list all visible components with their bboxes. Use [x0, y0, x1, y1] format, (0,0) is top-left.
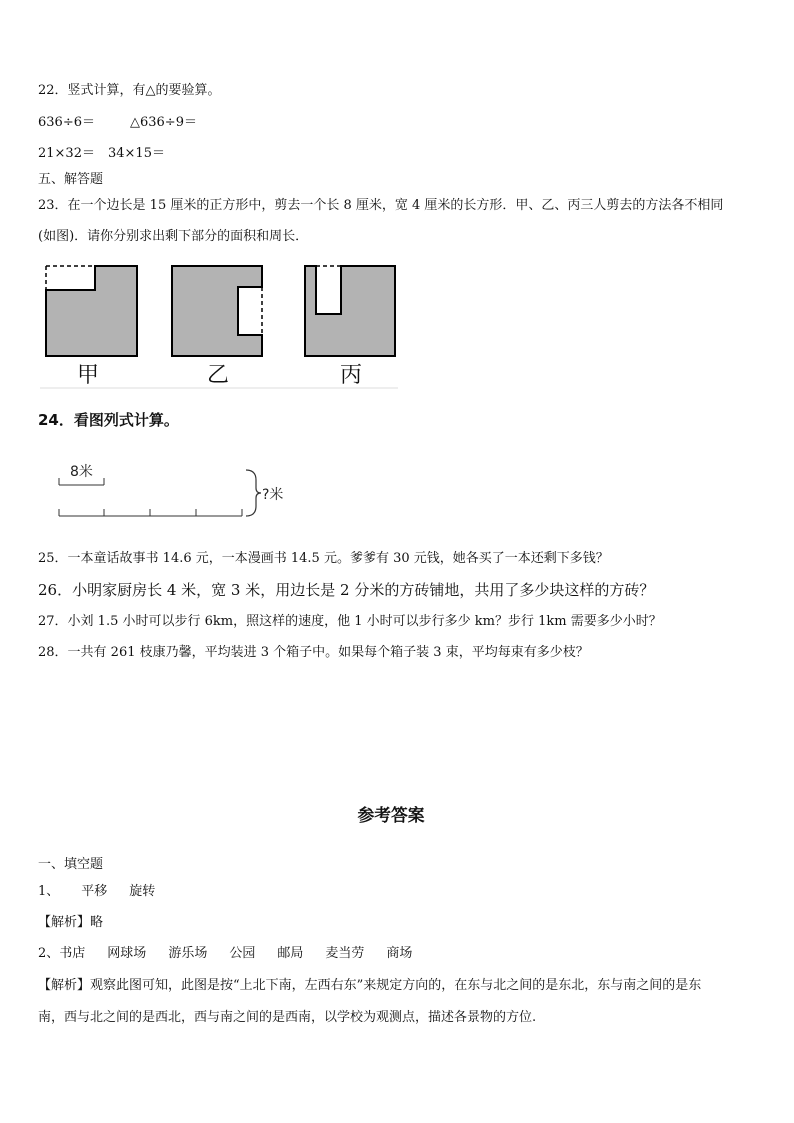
answer-1: [38, 884, 155, 900]
answer-1-number: 1、: [38, 884, 60, 899]
answer-2-number: 2、: [38, 946, 60, 961]
answer-2-word: 邮局: [277, 946, 304, 961]
q24-segment-label: 8米: [70, 464, 93, 480]
answer-2-word: 书店: [59, 946, 86, 961]
q24-total-brace: [246, 470, 261, 516]
q24-total-label: ?米: [262, 487, 284, 503]
figure-label-bing: 丙: [339, 363, 363, 388]
answer-2-word: 游乐场: [168, 946, 208, 961]
answer-2-analysis-line1: 【解析】观察此图可知，此图是按“上北下南，左西右东”来规定方向的，在东与北之间的是东北，东与南之间的是东: [38, 978, 702, 993]
q24-tick-marks: [59, 509, 242, 516]
q24-title: 24．看图列式计算。: [38, 411, 179, 429]
answers-title: 参考答案: [357, 806, 425, 826]
answer-1-word: 平移: [81, 884, 108, 899]
q22-item-3: 21×32＝: [38, 146, 95, 161]
answers-section-heading: 一、填空题: [38, 857, 104, 872]
q27-text: 27．小刘 1.5 小时可以步行 6km，照这样的速度，他 1 小时可以步行多少 km？步行 1km 需要多少小时？: [38, 614, 662, 629]
q23-text-line1: 23．在一个边长是 15 厘米的正方形中，剪去一个长 8 厘米，宽 4 厘米的长方形．甲、乙、丙三人剪去的方法各不相同: [38, 198, 724, 213]
answer-2-word: 公园: [229, 946, 256, 961]
q28-text: 28．一共有 261 枝康乃馨，平均装进 3 个箱子中。如果每个箱子装 3 束，平均每束有多少枝？: [38, 645, 589, 660]
answer-2-analysis-line2: 南，西与北之间的是西北，西与南之间的是西南，以学校为观测点，描述各景物的方位.: [38, 1010, 537, 1025]
section-heading: 五、解答题: [38, 172, 104, 187]
answer-2-word: 麦当劳: [325, 946, 365, 961]
q22-item-2: △636÷9＝: [130, 115, 197, 130]
q23-text-line2: (如图)．请你分别求出剩下部分的面积和周长．: [38, 229, 309, 244]
q26-text: 26．小明家厨房长 4 米，宽 3 米，用边长是 2 分米的方砖铺地，共用了多少块这样的方砖？: [38, 581, 655, 599]
q22-text: 22．竖式计算，有△的要验算。: [38, 83, 221, 98]
q22-item-4: 34×15＝: [108, 146, 165, 161]
answer-2-word: 商场: [386, 946, 413, 961]
answer-2-word: 网球场: [107, 946, 147, 961]
answer-1-word: 旋转: [129, 884, 156, 899]
answer-1-analysis: 【解析】略: [38, 915, 104, 930]
q25-text: 25．一本童话故事书 14.6 元，一本漫画书 14.5 元。爹爹有 30 元钱，她各买了一本还剩下多钱？: [38, 551, 609, 566]
figure-label-yi: 乙: [206, 363, 230, 388]
q22-item-1: 636÷6＝: [38, 115, 95, 130]
figure-label-jia: 甲: [76, 363, 100, 388]
answer-2: [38, 946, 412, 962]
